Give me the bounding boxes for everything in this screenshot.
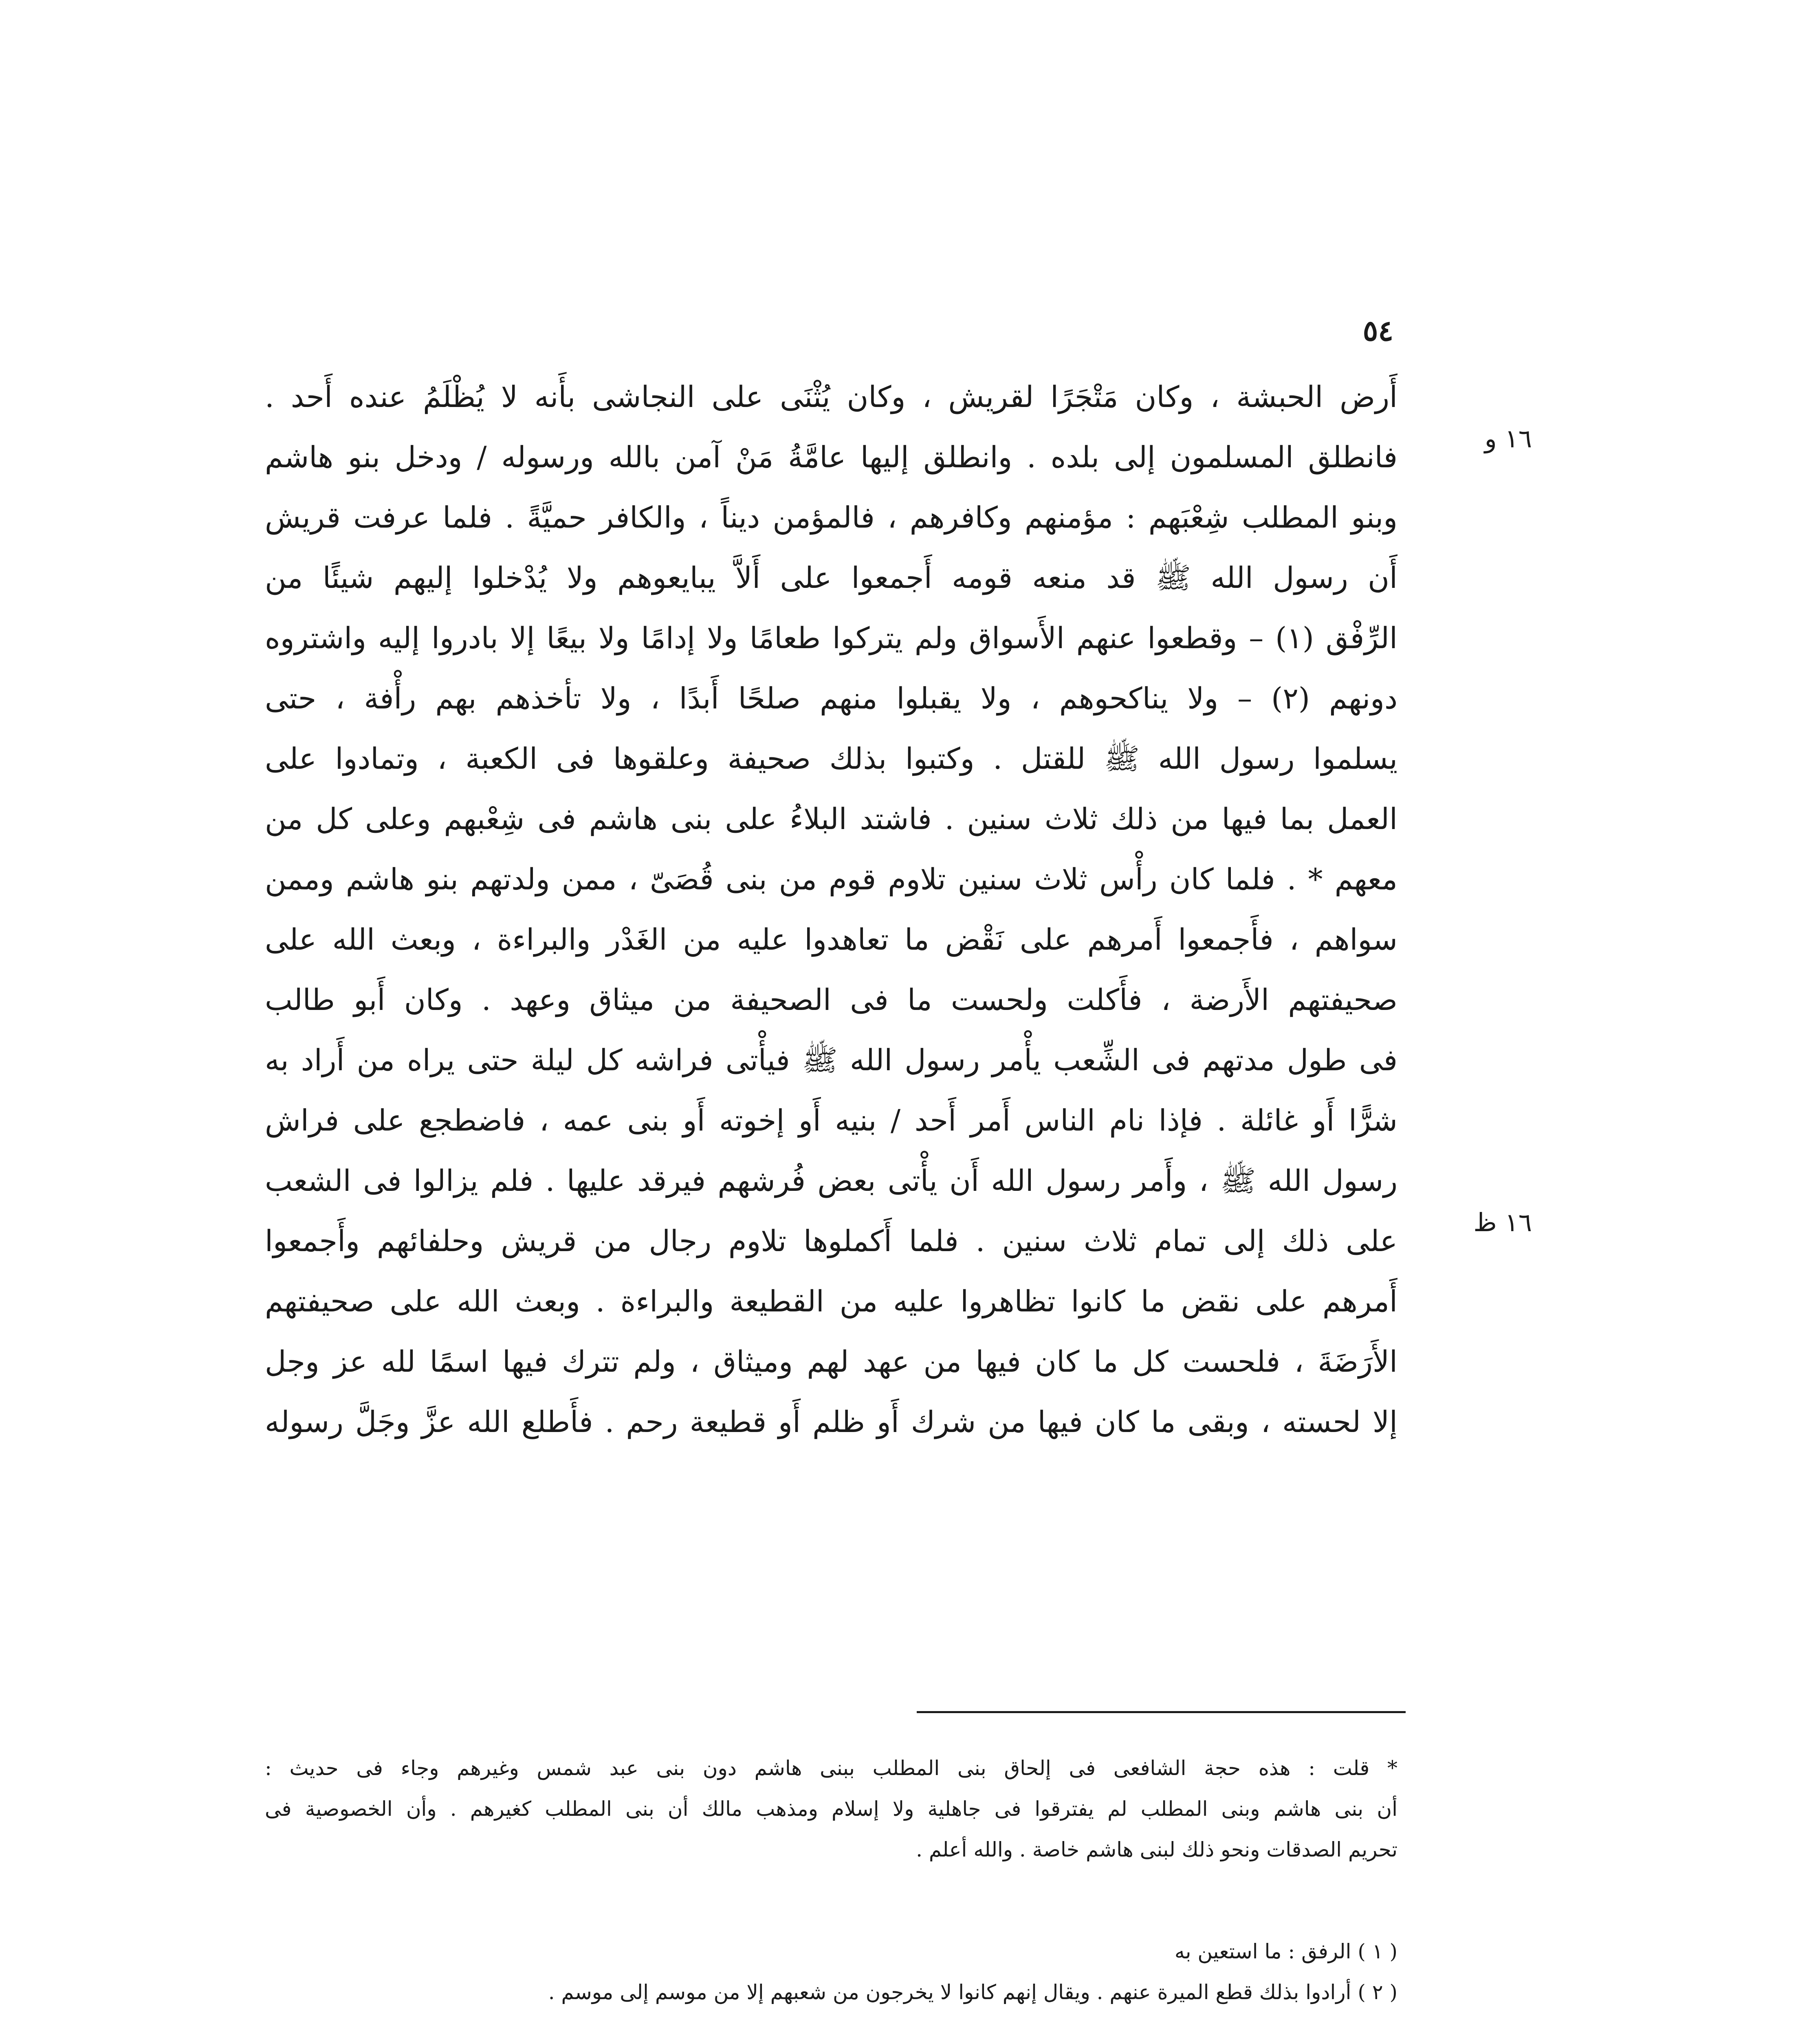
text-line: يسلموا رسول الله ﷺ للقتل . وكتبوا بذلك صحيفة وعلقوها فى الكعبة ، وتمادوا على [265, 741, 1397, 776]
main-text [265, 367, 1397, 1452]
text-line: العمل بما فيها من ذلك ثلاث سنين . فاشتد البلاءُ على بنى هاشم فى شِعْبهم وعلى كل من [265, 802, 1397, 836]
note-line: * قلت : هذه حجة الشافعى فى إلحاق بنى المطلب ببنى هاشم دون بنى عبد شمس وغيرهم وجاء فى حديث : [265, 1756, 1397, 1780]
text-line: الرِّفْق (١) – وقطعوا عنهم الأَسواق ولم يتركوا طعامًا ولا إدامًا ولا بيعًا إلا بادروا إليه واشتروه [265, 621, 1397, 655]
text-line: فى طول مدتهم فى الشِّعب يأْمر رسول الله ﷺ فيأْتى فراشه كل ليلة حتى يراه من أَراد به [265, 1043, 1397, 1077]
text-line: أَن رسول الله ﷺ قد منعه قومه أَجمعوا على أَلاَّ يبايعوهم ولا يُدْخلوا إليهم شيئًا من [265, 561, 1397, 595]
note-line: أن بنى هاشم وبنى المطلب لم يفترقوا فى جاهلية ولا إسلام ومذهب مالك أن بنى المطلب كغيرهم . وأن الخصوصية فى [265, 1797, 1397, 1821]
footnote-separator [917, 1711, 1406, 1713]
text-line: رسول الله ﷺ ، وأَمر رسول الله أَن يأْتى بعض فُرشهم فيرقد عليها . فلم يزالوا فى الشعب [265, 1164, 1397, 1198]
editor-note-first [265, 1748, 1397, 1870]
text-line: على ذلك إلى تمام ثلاث سنين . فلما أَكملوها تلاوم رجال من قريش وحلفائهم وأَجمعوا [265, 1224, 1397, 1258]
margin-folio-verso: ١٦ ظ [1473, 1208, 1532, 1237]
note-line: تحريم الصدقات ونحو ذلك لبنى هاشم خاصة . والله أعلم . [916, 1838, 1397, 1861]
text-line: سواهم ، فأَجمعوا أَمرهم على نَقْض ما تعاهدوا عليه من الغَدْر والبراءة ، وبعث الله على [265, 922, 1397, 957]
text-line: وبنو المطلب شِعْبَهم : مؤمنهم وكافرهم ، فالمؤمن ديناً ، والكافر حميَّةً . فلما عرفت قريش [265, 500, 1397, 535]
margin-folio-recto: ١٦ و [1484, 424, 1532, 453]
footnote-2: ( ٢ ) أرادوا بذلك قطع الميرة عنهم . ويقال إنهم كانوا لا يخرجون من شعبهم إلا من موسم إلى موسم . [548, 1980, 1397, 2004]
text-line: أَرض الحبشة ، وكان مَتْجَرًا لقريش ، وكان يُثْنَى على النجاشى بأَنه لا يُظْلَمُ عنده أَحد . [265, 380, 1397, 414]
page-number: ٥٤ [1362, 314, 1393, 348]
footnote-1: ( ١ ) الرفق : ما استعين به [1174, 1940, 1397, 1963]
text-line: إلا لحسته ، وبقى ما كان فيها من شرك أَو ظلم أَو قطيعة رحم . فأَطلع الله عزَّ وجَلَّ رسوله [265, 1405, 1397, 1439]
numbered-footnotes [265, 1931, 1397, 2013]
text-line: فانطلق المسلمون إلى بلده . وانطلق إليها عامَّةُ مَنْ آمن بالله ورسوله / ودخل بنو هاشم [265, 440, 1397, 474]
text-line: شرًّا أَو غائلة . فإذا نام الناس أَمر أَحد / بنيه أَو إخوته أَو بنى عمه ، فاضطجع على فراش [265, 1103, 1397, 1137]
text-line: معهم * . فلما كان رأْس ثلاث سنين تلاوم قوم من بنى قُصَىّ ، ممن ولدتهم بنو هاشم وممن [265, 862, 1397, 896]
text-line: دونهم (٢) – ولا يناكحوهم ، ولا يقبلوا منهم صلحًا أَبدًا ، ولا تأخذهم بهم رأْفة ، حتى [265, 681, 1397, 715]
text-line: صحيفتهم الأَرضة ، فأَكلت ولحست ما فى الصحيفة من ميثاق وعهد . وكان أَبو طالب [265, 983, 1397, 1017]
text-line: الأَرَضَةَ ، فلحست كل ما كان فيها من عهد لهم وميثاق ، ولم تترك فيها اسمًا لله عز وجل [265, 1344, 1397, 1379]
text-line: أَمرهم على نقض ما كانوا تظاهروا عليه من القطيعة والبراءة . وبعث الله على صحيفتهم [265, 1284, 1397, 1318]
